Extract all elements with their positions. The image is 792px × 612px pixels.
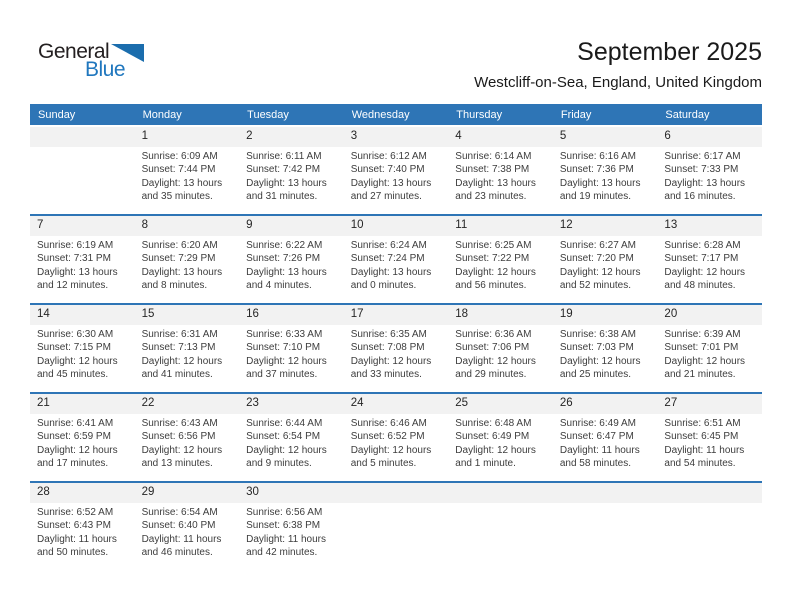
daylight-text: Daylight: 13 hours and 19 minutes. (559, 177, 641, 203)
daylight-text: Daylight: 12 hours and 13 minutes. (141, 444, 223, 470)
sunset-text: Sunset: 7:20 PM (559, 253, 634, 265)
day-cell-28 (30, 503, 135, 570)
sunrise-text: Sunrise: 6:49 AM (559, 418, 636, 429)
day-number-5: 5 (559, 130, 567, 142)
sunrise-text: Sunrise: 6:56 AM (246, 507, 323, 518)
day-number-17: 17 (350, 308, 364, 320)
day-cell-11 (448, 236, 553, 303)
day-number-1: 1 (141, 130, 148, 142)
sunset-text: Sunset: 7:17 PM (664, 253, 739, 265)
sunset-text: Sunset: 7:36 PM (559, 164, 634, 176)
day-cell-21 (30, 414, 135, 481)
day-number-27: 27 (664, 397, 678, 409)
sunrise-text: Sunrise: 6:31 AM (141, 329, 218, 340)
sunset-text: Sunset: 6:54 PM (246, 431, 321, 443)
calendar-grid (30, 104, 762, 570)
day-number-band (30, 216, 762, 236)
weekday-header-thursday: Thursday (456, 108, 503, 121)
sunset-text: Sunset: 6:59 PM (37, 431, 111, 443)
day-number-band (30, 305, 762, 325)
day-number-26: 26 (559, 397, 573, 409)
day-number-6: 6 (664, 130, 671, 142)
day-number-band (30, 127, 762, 147)
day-cell-8 (135, 236, 240, 303)
day-number-empty (553, 483, 658, 503)
day-number-8: 8 (141, 219, 148, 231)
day-cell-24 (344, 414, 449, 481)
daylight-text: Daylight: 13 hours and 16 minutes. (664, 177, 746, 203)
page-subtitle: Westcliff-on-Sea, England, United Kingdom (474, 74, 762, 91)
sunrise-text: Sunrise: 6:09 AM (141, 151, 218, 162)
day-number-band (30, 483, 762, 503)
day-cell-empty (344, 503, 449, 570)
day-cell-14 (30, 325, 135, 392)
sunset-text: Sunset: 7:33 PM (664, 164, 739, 176)
sunrise-text: Sunrise: 6:33 AM (246, 329, 323, 340)
daylight-text: Daylight: 12 hours and 29 minutes. (455, 355, 536, 381)
sunset-text: Sunset: 6:40 PM (141, 520, 216, 532)
daylight-text: Daylight: 11 hours and 50 minutes. (37, 533, 117, 559)
day-cell-empty (657, 503, 762, 570)
sunset-text: Sunset: 6:43 PM (37, 520, 111, 532)
daylight-text: Daylight: 12 hours and 52 minutes. (559, 266, 641, 292)
day-number-empty (657, 483, 762, 503)
sunrise-text: Sunrise: 6:24 AM (350, 240, 427, 251)
day-info-band (30, 325, 762, 392)
daylight-text: Daylight: 11 hours and 54 minutes. (664, 444, 745, 470)
sunrise-text: Sunrise: 6:51 AM (664, 418, 741, 429)
day-number-14: 14 (37, 308, 50, 320)
daylight-text: Daylight: 12 hours and 5 minutes. (350, 444, 432, 470)
day-number-28: 28 (37, 486, 50, 498)
day-cell-empty (553, 503, 658, 570)
day-cell-22 (135, 414, 240, 481)
day-cell-empty (448, 503, 553, 570)
sunset-text: Sunset: 7:42 PM (246, 164, 321, 176)
sunset-text: Sunset: 7:44 PM (141, 164, 216, 176)
day-number-9: 9 (246, 219, 253, 231)
day-cell-13 (657, 236, 762, 303)
title-block (474, 38, 762, 91)
weekday-header-monday: Monday (142, 108, 182, 121)
week-row-2 (30, 214, 762, 303)
weekday-header-row (30, 104, 762, 125)
sunrise-text: Sunrise: 6:44 AM (246, 418, 323, 429)
day-number-11: 11 (455, 219, 468, 231)
day-number-20: 20 (664, 308, 678, 320)
sunrise-text: Sunrise: 6:43 AM (141, 418, 218, 429)
day-cell-23 (239, 414, 344, 481)
day-number-16: 16 (246, 308, 259, 320)
week-row-3 (30, 303, 762, 392)
daylight-text: Daylight: 13 hours and 0 minutes. (350, 266, 432, 292)
day-number-empty (30, 127, 135, 147)
day-cell-29 (135, 503, 240, 570)
logo-text-blue: Blue (85, 58, 126, 81)
daylight-text: Daylight: 12 hours and 41 minutes. (141, 355, 223, 381)
sunrise-text: Sunrise: 6:12 AM (350, 151, 427, 162)
week-row-4 (30, 392, 762, 481)
day-number-band (30, 394, 762, 414)
daylight-text: Daylight: 13 hours and 35 minutes. (141, 177, 223, 203)
day-number-3: 3 (350, 130, 358, 142)
sunrise-text: Sunrise: 6:52 AM (37, 507, 114, 518)
day-cell-empty (30, 147, 135, 214)
day-number-2: 2 (246, 130, 253, 142)
day-cell-1 (135, 147, 240, 214)
sunset-text: Sunset: 7:26 PM (246, 253, 321, 265)
week-row-1 (30, 125, 762, 214)
sunset-text: Sunset: 7:06 PM (455, 342, 530, 354)
day-number-10: 10 (350, 219, 364, 231)
day-info-band (30, 236, 762, 303)
sunrise-text: Sunrise: 6:39 AM (664, 329, 741, 340)
sunrise-text: Sunrise: 6:19 AM (37, 240, 114, 251)
day-number-29: 29 (141, 486, 155, 498)
page-title: September 2025 (577, 38, 762, 66)
day-cell-15 (135, 325, 240, 392)
day-number-21: 21 (37, 397, 50, 409)
sunrise-text: Sunrise: 6:48 AM (455, 418, 532, 429)
weekday-header-wednesday: Wednesday (351, 108, 410, 121)
weekday-header-tuesday: Tuesday (247, 108, 289, 121)
day-cell-17 (344, 325, 449, 392)
sunrise-text: Sunrise: 6:36 AM (455, 329, 532, 340)
weekday-header-friday: Friday (560, 108, 592, 121)
daylight-text: Daylight: 12 hours and 1 minute. (455, 444, 536, 470)
calendar-weeks (30, 125, 762, 570)
sunrise-text: Sunrise: 6:22 AM (246, 240, 323, 251)
day-cell-26 (553, 414, 658, 481)
day-number-25: 25 (455, 397, 469, 409)
daylight-text: Daylight: 13 hours and 27 minutes. (350, 177, 432, 203)
day-cell-10 (344, 236, 449, 303)
day-cell-4 (448, 147, 553, 214)
sunrise-text: Sunrise: 6:20 AM (141, 240, 218, 251)
daylight-text: Daylight: 13 hours and 4 minutes. (246, 266, 327, 292)
daylight-text: Daylight: 13 hours and 8 minutes. (141, 266, 223, 292)
day-cell-19 (553, 325, 658, 392)
day-number-7: 7 (37, 219, 44, 231)
sunset-text: Sunset: 7:01 PM (664, 342, 739, 354)
day-number-12: 12 (559, 219, 573, 231)
day-number-23: 23 (246, 397, 259, 409)
daylight-text: Daylight: 13 hours and 31 minutes. (246, 177, 327, 203)
daylight-text: Daylight: 12 hours and 25 minutes. (559, 355, 641, 381)
day-cell-30 (239, 503, 344, 570)
daylight-text: Daylight: 11 hours and 46 minutes. (141, 533, 222, 559)
sunrise-text: Sunrise: 6:35 AM (350, 329, 427, 340)
day-cell-3 (344, 147, 449, 214)
sunset-text: Sunset: 7:24 PM (350, 253, 425, 265)
day-number-24: 24 (350, 397, 364, 409)
day-number-4: 4 (455, 130, 462, 142)
sunrise-text: Sunrise: 6:25 AM (455, 240, 532, 251)
daylight-text: Daylight: 13 hours and 23 minutes. (455, 177, 536, 203)
day-cell-20 (657, 325, 762, 392)
daylight-text: Daylight: 12 hours and 56 minutes. (455, 266, 536, 292)
sunset-text: Sunset: 7:10 PM (246, 342, 321, 354)
sunrise-text: Sunrise: 6:11 AM (246, 151, 322, 162)
sunset-text: Sunset: 7:31 PM (37, 253, 111, 265)
daylight-text: Daylight: 12 hours and 9 minutes. (246, 444, 327, 470)
weekday-header-sunday: Sunday (38, 108, 76, 121)
sunrise-text: Sunrise: 6:14 AM (455, 151, 532, 162)
sunset-text: Sunset: 7:40 PM (350, 164, 425, 176)
sunrise-text: Sunrise: 6:41 AM (37, 418, 114, 429)
day-number-empty (448, 483, 553, 503)
day-cell-25 (448, 414, 553, 481)
day-cell-18 (448, 325, 553, 392)
day-number-15: 15 (141, 308, 155, 320)
sunset-text: Sunset: 6:49 PM (455, 431, 530, 443)
weekday-header-saturday: Saturday (665, 108, 710, 121)
day-cell-12 (553, 236, 658, 303)
daylight-text: Daylight: 12 hours and 33 minutes. (350, 355, 432, 381)
day-cell-27 (657, 414, 762, 481)
daylight-text: Daylight: 11 hours and 58 minutes. (559, 444, 640, 470)
sunset-text: Sunset: 7:03 PM (559, 342, 634, 354)
day-info-band (30, 414, 762, 481)
sunset-text: Sunset: 6:38 PM (246, 520, 321, 532)
day-number-19: 19 (559, 308, 573, 320)
daylight-text: Daylight: 12 hours and 48 minutes. (664, 266, 746, 292)
daylight-text: Daylight: 11 hours and 42 minutes. (246, 533, 326, 559)
sunset-text: Sunset: 6:52 PM (350, 431, 425, 443)
sunset-text: Sunset: 7:29 PM (141, 253, 216, 265)
sunset-text: Sunset: 7:15 PM (37, 342, 111, 354)
sunrise-text: Sunrise: 6:16 AM (559, 151, 636, 162)
day-info-band (30, 503, 762, 570)
logo-text-general: General (38, 40, 110, 63)
day-cell-7 (30, 236, 135, 303)
sunset-text: Sunset: 6:45 PM (664, 431, 739, 443)
day-cell-9 (239, 236, 344, 303)
sunset-text: Sunset: 6:47 PM (559, 431, 634, 443)
daylight-text: Daylight: 12 hours and 37 minutes. (246, 355, 327, 381)
day-cell-6 (657, 147, 762, 214)
sunrise-text: Sunrise: 6:30 AM (37, 329, 114, 340)
day-cell-16 (239, 325, 344, 392)
day-number-13: 13 (664, 219, 678, 231)
week-row-5 (30, 481, 762, 570)
daylight-text: Daylight: 12 hours and 21 minutes. (664, 355, 746, 381)
day-cell-5 (553, 147, 658, 214)
sunset-text: Sunset: 6:56 PM (141, 431, 216, 443)
day-number-18: 18 (455, 308, 469, 320)
day-cell-2 (239, 147, 344, 214)
sunset-text: Sunset: 7:13 PM (141, 342, 216, 354)
sunrise-text: Sunrise: 6:38 AM (559, 329, 636, 340)
sunrise-text: Sunrise: 6:28 AM (664, 240, 741, 251)
daylight-text: Daylight: 12 hours and 45 minutes. (37, 355, 118, 381)
day-number-22: 22 (141, 397, 155, 409)
sunrise-text: Sunrise: 6:54 AM (141, 507, 218, 518)
sunrise-text: Sunrise: 6:27 AM (559, 240, 636, 251)
sunset-text: Sunset: 7:08 PM (350, 342, 425, 354)
day-info-band (30, 147, 762, 214)
daylight-text: Daylight: 12 hours and 17 minutes. (37, 444, 118, 470)
general-blue-logo (38, 41, 144, 80)
sunset-text: Sunset: 7:38 PM (455, 164, 530, 176)
sunrise-text: Sunrise: 6:17 AM (664, 151, 741, 162)
day-number-30: 30 (246, 486, 259, 498)
sunrise-text: Sunrise: 6:46 AM (350, 418, 427, 429)
sunset-text: Sunset: 7:22 PM (455, 253, 530, 265)
daylight-text: Daylight: 13 hours and 12 minutes. (37, 266, 118, 292)
day-number-empty (344, 483, 449, 503)
